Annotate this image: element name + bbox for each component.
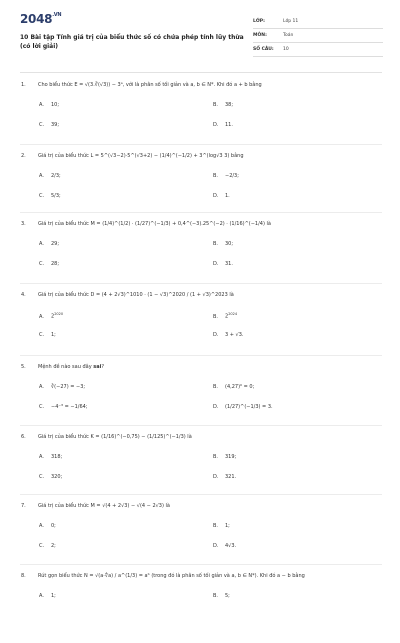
option-label: D. bbox=[213, 332, 219, 338]
meta-value: Toán bbox=[283, 33, 294, 38]
option-text: 3 + √3. bbox=[225, 332, 244, 338]
answer-option[interactable] bbox=[213, 122, 233, 128]
answer-option[interactable] bbox=[213, 543, 236, 549]
page-header bbox=[0, 0, 400, 70]
question-number: 1. bbox=[21, 82, 26, 88]
option-text: 29; bbox=[51, 241, 60, 247]
option-text: 319; bbox=[225, 454, 237, 460]
question-text-main: Giá trị của biểu thức D = (4 + 2√3)^1010 · (1 − √3)^2020 / (1 + √3)^2023 là bbox=[38, 292, 234, 298]
question-separator bbox=[20, 564, 382, 565]
option-label: A. bbox=[39, 173, 44, 179]
question-item bbox=[0, 82, 400, 152]
option-label: D. bbox=[213, 543, 219, 549]
question-text bbox=[38, 573, 305, 579]
question-number: 6. bbox=[21, 434, 26, 440]
question-text bbox=[38, 503, 170, 509]
question-separator bbox=[20, 494, 382, 495]
option-label: D. bbox=[213, 474, 219, 480]
option-label: C. bbox=[39, 474, 45, 480]
option-label: A. bbox=[39, 523, 44, 529]
option-text: 28; bbox=[51, 261, 60, 267]
option-text: 2 bbox=[225, 313, 229, 320]
answer-option[interactable] bbox=[39, 593, 56, 599]
question-separator bbox=[20, 425, 382, 426]
option-label: C. bbox=[39, 404, 45, 410]
answer-option[interactable] bbox=[213, 261, 233, 267]
answer-option[interactable] bbox=[39, 474, 62, 480]
option-label: B. bbox=[213, 241, 219, 247]
meta-value: Lớp 11 bbox=[283, 19, 299, 24]
option-text: 5; bbox=[225, 593, 230, 599]
question-text bbox=[38, 82, 262, 88]
option-label: A. bbox=[39, 593, 44, 599]
question-item bbox=[0, 292, 400, 362]
document-title: 10 Bài tập Tính giá trị của biểu thức số có chứa phép tính lũy thừa (có lời giải) bbox=[20, 34, 244, 50]
answer-option[interactable] bbox=[39, 404, 87, 410]
answer-option[interactable] bbox=[213, 593, 230, 599]
question-text bbox=[38, 153, 244, 159]
question-item bbox=[0, 364, 400, 434]
meta-key: LỚP: bbox=[253, 19, 265, 24]
question-separator bbox=[20, 283, 382, 284]
site-logo[interactable] bbox=[20, 12, 61, 26]
logo-text: 2048 bbox=[20, 12, 53, 26]
option-text: 31. bbox=[225, 261, 233, 267]
answer-option[interactable] bbox=[39, 523, 56, 529]
question-text bbox=[38, 434, 192, 440]
option-label: B. bbox=[213, 384, 219, 390]
question-text-main: Giá trị của biểu thức K = (1/16)^(−0,75) − (1/125)^(−1/3) là bbox=[38, 434, 192, 440]
option-label: C. bbox=[39, 543, 45, 549]
question-text-main: Mệnh đề nào sau đây bbox=[38, 364, 94, 370]
option-label: D. bbox=[213, 193, 219, 199]
option-text: 1. bbox=[225, 193, 230, 199]
answer-option[interactable] bbox=[39, 454, 62, 460]
answer-option[interactable] bbox=[213, 384, 254, 390]
option-label: A. bbox=[39, 384, 44, 390]
option-label: C. bbox=[39, 193, 45, 199]
option-text: 0; bbox=[51, 523, 56, 529]
question-separator bbox=[20, 144, 382, 145]
option-text: 38; bbox=[225, 102, 234, 108]
answer-option[interactable] bbox=[213, 404, 273, 410]
question-text bbox=[38, 292, 234, 298]
question-item bbox=[0, 573, 400, 643]
question-text-main: Rút gọn biểu thức N = √(a·∜a) / a^(1/3) = aᵇ (trong đó là phân số tối giản và a, b ∈ N*). Khi đó a − b bằng bbox=[38, 573, 305, 579]
answer-option[interactable] bbox=[39, 543, 56, 549]
option-label: B. bbox=[213, 102, 219, 108]
question-text-tail: ? bbox=[101, 364, 104, 370]
option-text: 10; bbox=[51, 102, 60, 108]
question-number: 5. bbox=[21, 364, 26, 370]
option-label: B. bbox=[213, 593, 219, 599]
answer-option[interactable] bbox=[213, 241, 233, 247]
question-text-main: Giá trị của biểu thức L = 5^(√3−2)·5^(√3+2) − (1/4)^(−1/2) + 3^(log√3 3) bằng bbox=[38, 153, 244, 159]
question-text bbox=[38, 221, 271, 227]
answer-option[interactable] bbox=[213, 312, 237, 320]
option-label: C. bbox=[39, 122, 45, 128]
option-text: 2; bbox=[51, 543, 56, 549]
option-label: D. bbox=[213, 261, 219, 267]
option-text: 11. bbox=[225, 122, 233, 128]
answer-option[interactable] bbox=[213, 102, 233, 108]
answer-option[interactable] bbox=[39, 312, 63, 320]
answer-option[interactable] bbox=[39, 102, 59, 108]
question-number: 2. bbox=[21, 153, 26, 159]
option-text: 30; bbox=[225, 241, 234, 247]
option-label: B. bbox=[213, 523, 219, 529]
answer-option[interactable] bbox=[213, 523, 230, 529]
option-label: A. bbox=[39, 454, 44, 460]
question-separator bbox=[20, 212, 382, 213]
option-label: D. bbox=[213, 122, 219, 128]
answer-option[interactable] bbox=[39, 173, 61, 179]
meta-row-subject bbox=[253, 29, 383, 43]
answer-option[interactable] bbox=[39, 261, 59, 267]
option-text: ∛(−27) = −3; bbox=[51, 384, 86, 390]
option-label: B. bbox=[213, 173, 219, 179]
option-exponent: 2024 bbox=[228, 312, 238, 316]
option-text: (1/27)^(−1/3) = 3. bbox=[225, 404, 273, 410]
question-item bbox=[0, 221, 400, 291]
option-label: A. bbox=[39, 313, 44, 320]
option-text: (4,27)⁰ = 0; bbox=[225, 384, 255, 390]
question-separator bbox=[20, 355, 382, 356]
answer-option[interactable] bbox=[39, 122, 59, 128]
meta-key: MÔN: bbox=[253, 33, 267, 38]
question-text-emphasis: sai bbox=[93, 364, 102, 370]
answer-option[interactable] bbox=[213, 474, 236, 480]
question-text-main: Giá trị của biểu thức M = (1/4)^(1/2) · (1/27)^(−1/3) + 0,4^(−3).25^(−2) · (1/16)^(−1/4) là bbox=[38, 221, 271, 227]
option-text: −2/3; bbox=[225, 173, 239, 179]
question-number: 8. bbox=[21, 573, 26, 579]
option-text: 1; bbox=[51, 593, 56, 599]
question-text bbox=[38, 364, 104, 370]
option-text: 4√3. bbox=[225, 543, 237, 549]
meta-row-count bbox=[253, 43, 383, 57]
option-label: A. bbox=[39, 241, 44, 247]
option-text: 1; bbox=[51, 332, 56, 338]
header-divider bbox=[20, 72, 382, 73]
meta-value: 10 bbox=[283, 47, 289, 52]
option-exponent: 2020 bbox=[54, 312, 64, 316]
answer-option[interactable] bbox=[213, 173, 239, 179]
option-text: 318; bbox=[51, 454, 63, 460]
answer-option[interactable] bbox=[39, 241, 59, 247]
question-number: 7. bbox=[21, 503, 26, 509]
option-text: 320; bbox=[51, 474, 63, 480]
option-text: 2 bbox=[51, 313, 55, 320]
question-text-main: Cho biểu thức E = √(3.∛(√3)) − 3ᵃ, với là phân số tối giản và a, b ∈ N*. Khi đó a + b bằng bbox=[38, 82, 262, 88]
answer-option[interactable] bbox=[213, 193, 230, 199]
option-text: 321. bbox=[225, 474, 237, 480]
answer-option[interactable] bbox=[39, 384, 85, 390]
option-label: B. bbox=[213, 454, 219, 460]
option-text: 2/3; bbox=[51, 173, 61, 179]
option-text: 39; bbox=[51, 122, 60, 128]
option-text: 5/3; bbox=[51, 193, 61, 199]
question-number: 3. bbox=[21, 221, 26, 227]
option-label: B. bbox=[213, 313, 219, 320]
meta-row-class bbox=[253, 15, 383, 29]
option-text: −4⁻³ = −1/64; bbox=[51, 404, 88, 410]
answer-option[interactable] bbox=[39, 332, 56, 338]
logo-suffix: .VN bbox=[52, 12, 62, 18]
option-label: D. bbox=[213, 404, 219, 410]
answer-option[interactable] bbox=[39, 193, 61, 199]
answer-option[interactable] bbox=[213, 332, 244, 338]
meta-key: SỐ CÂU: bbox=[253, 47, 274, 52]
answer-option[interactable] bbox=[213, 454, 236, 460]
question-number: 4. bbox=[21, 292, 26, 298]
question-item bbox=[0, 503, 400, 573]
question-text-main: Giá trị của biểu thức M = √(4 + 2√3) − √(4 − 2√3) là bbox=[38, 503, 170, 509]
meta-info bbox=[253, 15, 383, 57]
option-label: A. bbox=[39, 102, 44, 108]
option-text: 1; bbox=[225, 523, 230, 529]
option-label: C. bbox=[39, 261, 45, 267]
option-label: C. bbox=[39, 332, 45, 338]
